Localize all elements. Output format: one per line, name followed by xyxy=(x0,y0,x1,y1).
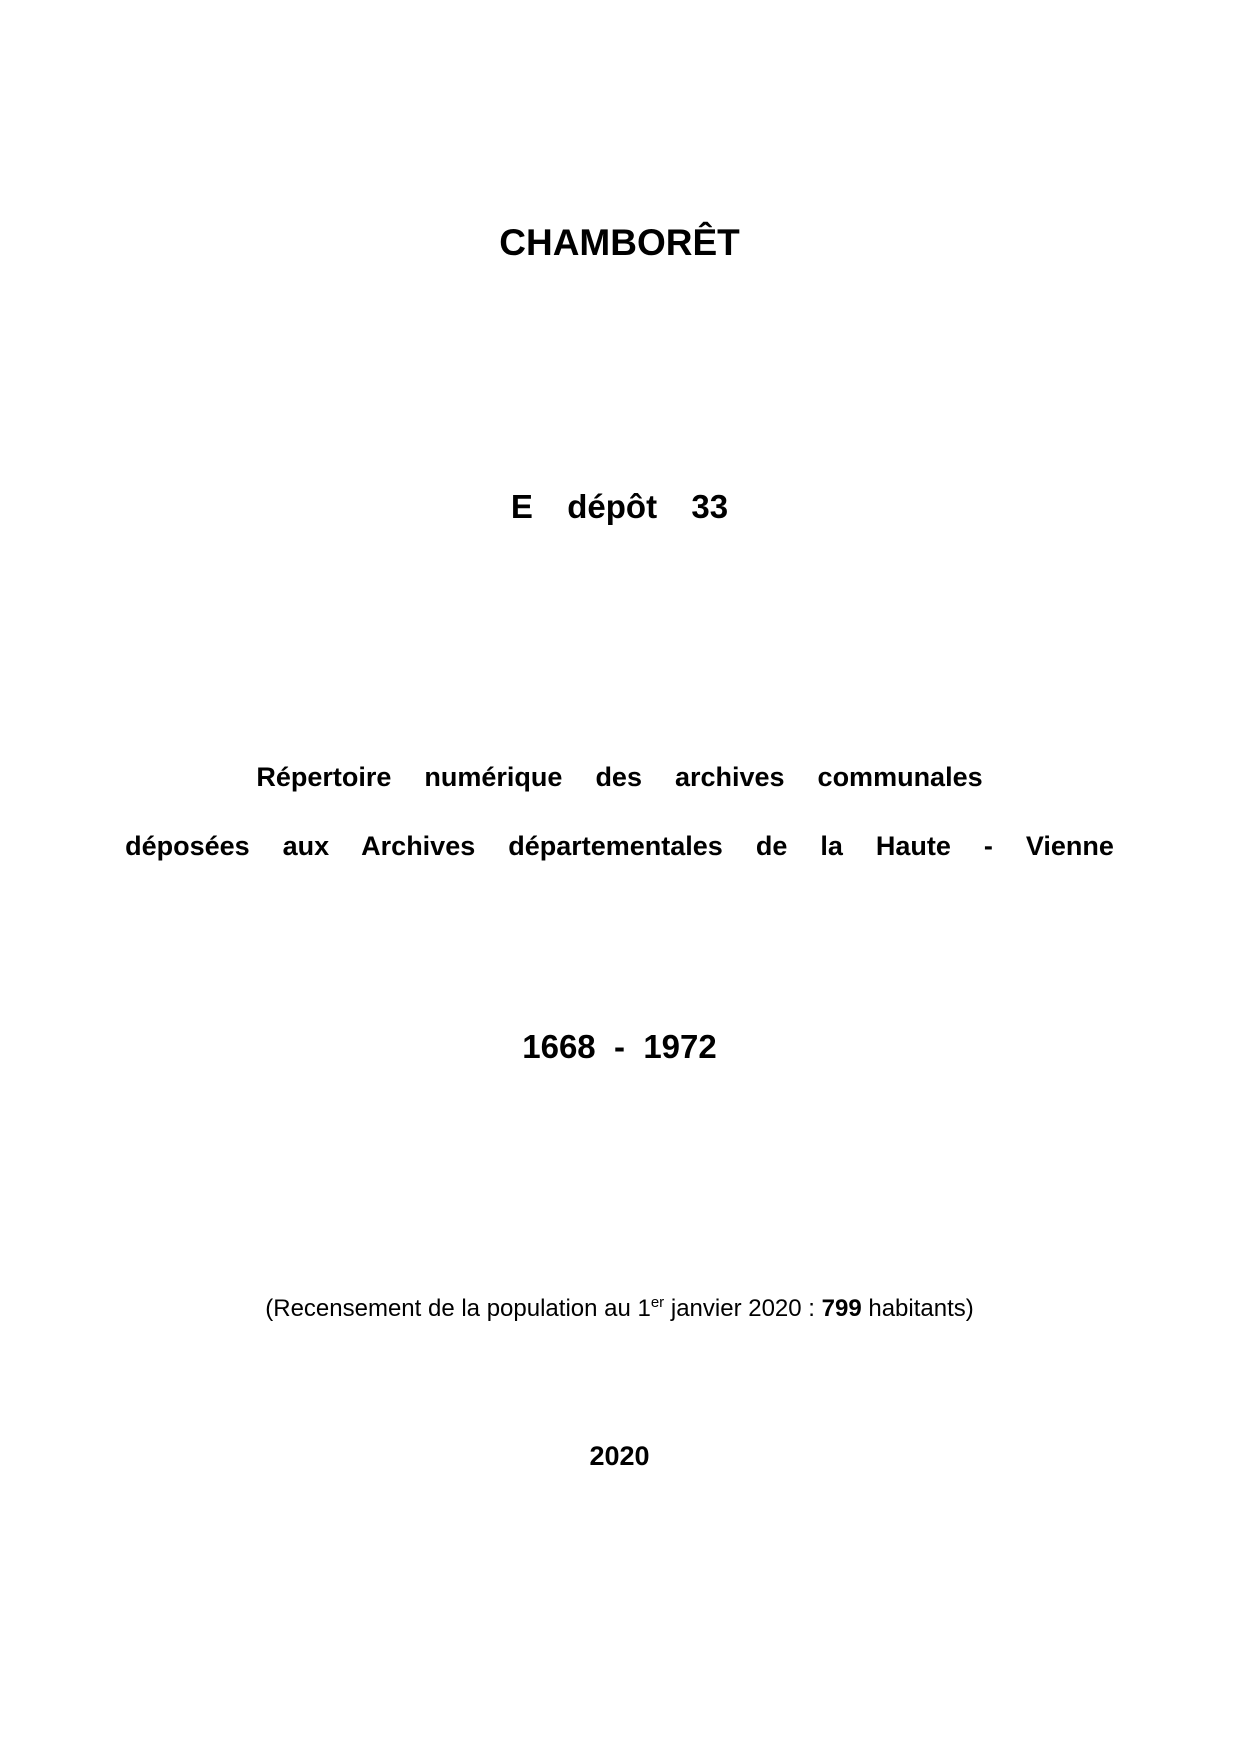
census-prefix: (Recensement de la population au 1 xyxy=(265,1295,651,1322)
page-title: CHAMBORÊT xyxy=(499,222,740,263)
census-middle: janvier 2020 : xyxy=(664,1295,822,1322)
census-note xyxy=(0,1294,1239,1322)
fonds-reference: E dépôt 33 xyxy=(510,488,729,525)
subtitle-line-1: Répertoire numérique des archives communales xyxy=(256,762,983,792)
date-range: 1668 - 1972 xyxy=(522,1028,717,1065)
census-population: 799 xyxy=(821,1295,862,1322)
subtitle-line-2: déposées aux Archives départementales de la Haute - Vienne xyxy=(125,831,1114,861)
publication-year: 2020 xyxy=(589,1441,650,1471)
census-superscript: er xyxy=(650,1294,665,1311)
census-suffix: habitants) xyxy=(861,1295,974,1322)
